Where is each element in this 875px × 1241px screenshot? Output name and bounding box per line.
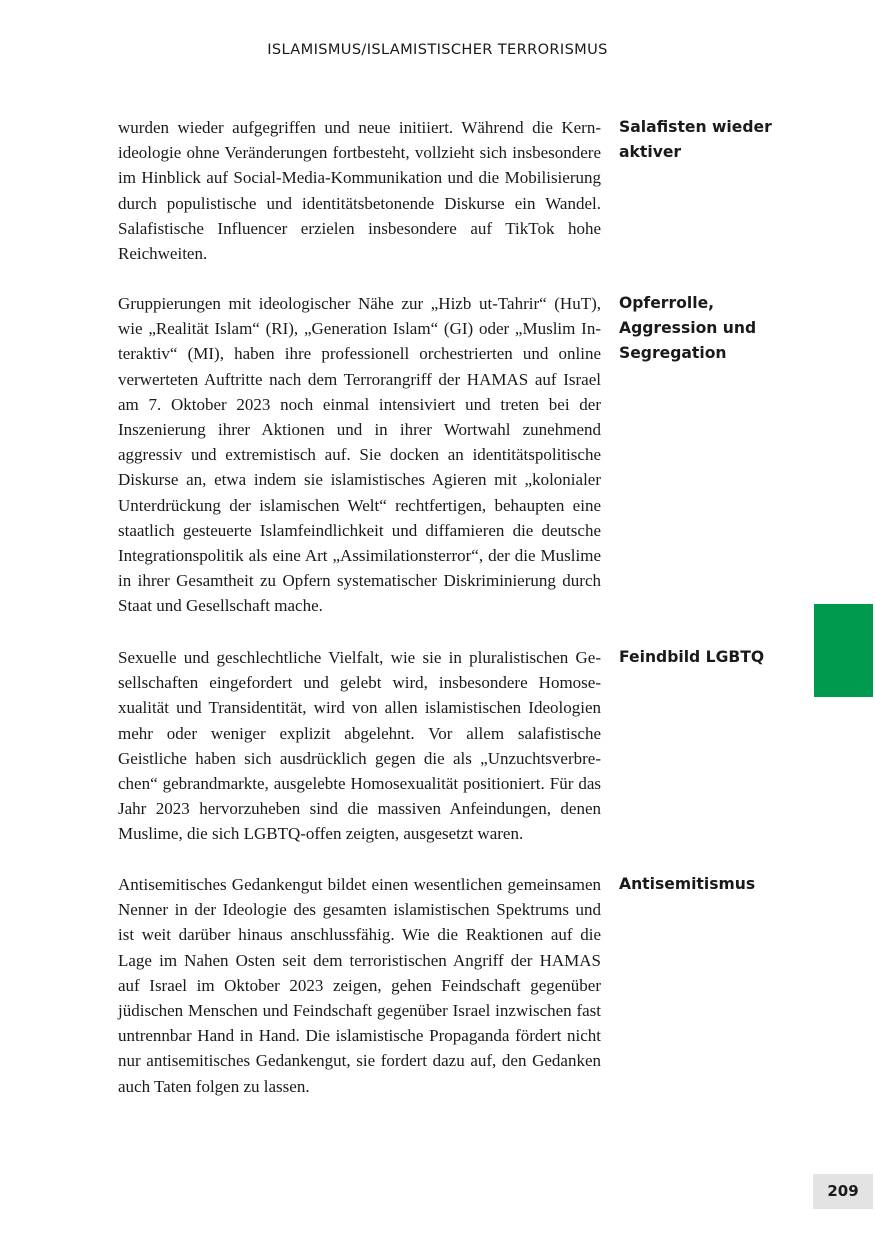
- margin-heading-line: Aggression und: [619, 319, 757, 338]
- page-number: 209: [813, 1174, 873, 1209]
- margin-heading-line: Segregation: [619, 344, 727, 363]
- margin-heading: [619, 872, 789, 897]
- body-paragraph: wurden wieder aufgegriffen und neue initiiert. Während die Kernideologie ohne Veränderungen fortbesteht, vollzieht sich insbesondere im Hinblick auf Social-Media-Kommunikation und die Mobilisierung durch populistische und identitätsbetonende Diskurse ein Wandel. Salafistische Influencer erzielen insbesondere auf TikTok hohe Reichweiten.: [118, 118, 601, 264]
- margin-heading-line: Feindbild LGBTQ: [619, 648, 765, 666]
- margin-heading: [619, 645, 789, 670]
- chapter-tab-marker: [814, 604, 873, 697]
- margin-heading: [619, 291, 789, 367]
- body-paragraph: Antisemitisches Gedankengut bildet einen wesentlichen gemeinsamen Nenner in der Ideologie des gesamten islamistischen Spektrums und ist weit darüber hinaus anschlussfähig. Wie die Reaktionen auf die Lage im Nahen Osten seit dem terroristischen Angriff der HAMAS auf Israel im Oktober 2023 zeigen, gehen Feindschaft gegenüber jüdischen Menschen und Feindschaft gegenüber Israel inzwischen fast untrennbar Hand in Hand. Die islamistische Propaganda fördert nicht nur antisemitisches Gedankengut, sie fordert dazu auf, den Gedanken auch Taten folgen zu lassen.: [118, 875, 601, 1096]
- margin-heading: [619, 115, 789, 165]
- body-paragraph: Gruppierungen mit ideologischer Nähe zur „Hizb ut-Tahrir“ (HuT), wie „Realität Islam“ (RI), „Generation Islam“ (GI) oder „Muslim Interaktiv“ (MI), haben ihre professionell orchestrierten und online verwerteten Auftritte nach dem Terrorangriff der HAMAS auf Israel am 7. Oktober 2023 noch einmal intensiviert und treten bei der Inszenierung ihrer Aktionen und in ihrer Wortwahl zunehmend aggressiv und extremistisch auf. Sie docken an identitätspolitische Diskurse an, etwa indem sie islamistisches Agieren mit „kolonialer Unterdrückung der islamischen Welt“ rechtfertigen, behaupten eine staatlich gesteuerte Islamfeindlichkeit und diffamieren die deutsche Integrationspolitik als eine Art „Assimilationsterror“, der die Muslime in ihrer Gesamtheit zu Opfern systematischer Diskriminierung durch Staat und Gesellschaft mache.: [118, 294, 601, 616]
- margin-heading-line: Antisemitismus: [619, 875, 756, 893]
- margin-heading-line: Opferrolle,: [619, 294, 715, 312]
- body-paragraph: Sexuelle und geschlechtliche Vielfalt, wie sie in pluralistischen Gesellschaften eingefordert und gelebt wird, insbesondere Homosexualität und Transidentität, wird von allen islamistischen Ideologien mehr oder weniger explizit abgelehnt. Vor allem salafistische Geistliche haben sich ausdrücklich gegen die als „Unzuchtsverbrechen“ gebrandmarkte, ausgelebte Homosexualität positioniert. Für das Jahr 2023 hervorzuheben sind die massiven Anfeindungen, denen Muslime, die sich LGBTQ-offen zeigten, ausgesetzt waren.: [118, 648, 601, 844]
- running-title: ISLAMISMUS/ISLAMISTISCHER TERRORISMUS: [267, 41, 608, 58]
- margin-heading-line: aktiver: [619, 143, 682, 162]
- margin-heading-line: Salafisten wieder: [619, 118, 772, 136]
